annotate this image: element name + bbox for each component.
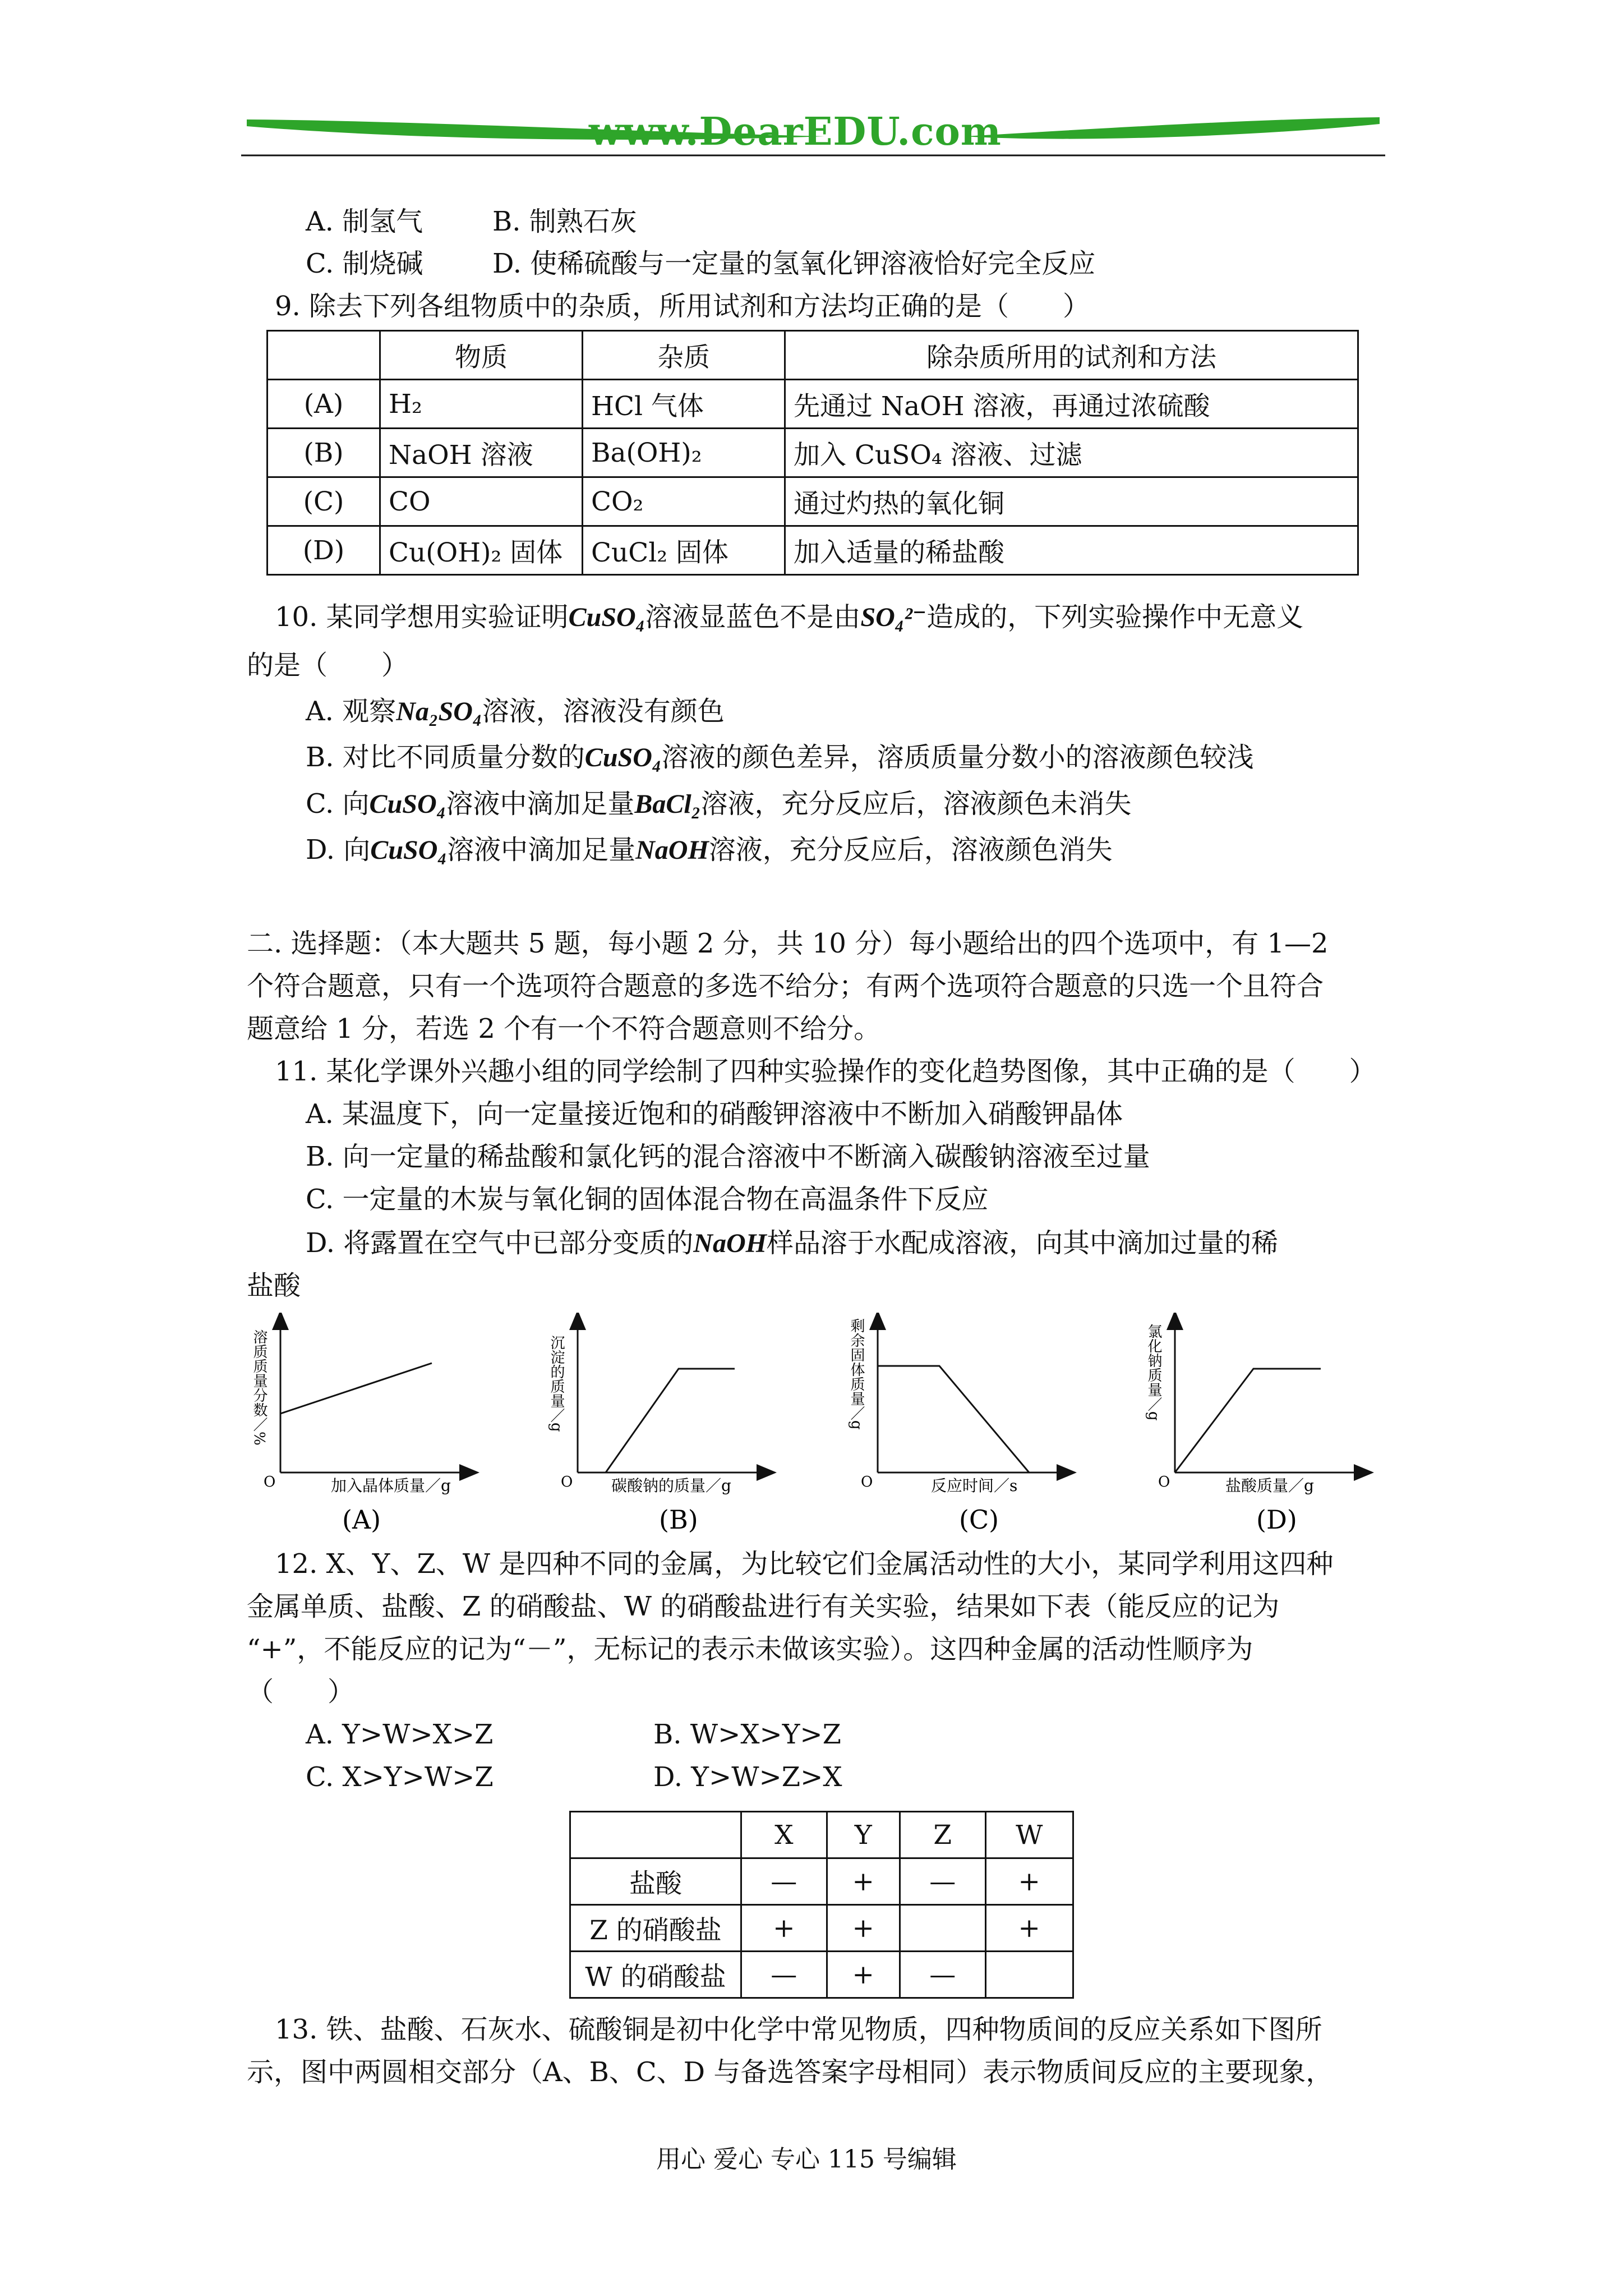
option-text: A. 观察 xyxy=(306,696,396,727)
table-header-row xyxy=(268,331,1358,380)
table-cell: 除杂质所用的试剂和方法 xyxy=(785,331,1358,380)
formula: NaOH xyxy=(693,1228,767,1258)
graph-d xyxy=(1145,1318,1366,1495)
table-cell: X xyxy=(741,1812,827,1858)
q12-option-a: A. Y>W>X>Z xyxy=(306,1719,494,1750)
option-text: 溶液中滴加足量 xyxy=(446,788,635,820)
graph-b xyxy=(548,1318,768,1495)
formula-so4: SO₄²⁻ xyxy=(860,602,927,632)
table-cell: W xyxy=(985,1812,1073,1858)
q12-line1: 12. X、Y、Z、W 是四种不同的金属，为比较它们金属活动性的大小，某同学利用这四种 xyxy=(275,1548,1334,1580)
table-cell xyxy=(570,1812,741,1858)
q10-stem-mid: 溶液显蓝色不是由 xyxy=(645,601,861,633)
table-cell: 物质 xyxy=(380,331,583,380)
table-cell: Cu(OH)₂ 固体 xyxy=(380,526,583,575)
table-cell: (B) xyxy=(268,429,380,477)
table-cell: 盐酸 xyxy=(570,1858,741,1905)
q9-table xyxy=(266,330,1359,576)
formula: CuSO₄ xyxy=(584,743,662,772)
table-cell xyxy=(268,331,380,380)
q10-option-d xyxy=(306,833,1113,867)
table-cell: 加入适量的稀盐酸 xyxy=(785,526,1358,575)
table-cell: + xyxy=(827,1858,900,1905)
graph-xlabel: 反应时间／s xyxy=(931,1476,1018,1495)
graph-c xyxy=(848,1318,1068,1495)
option-text: 溶液，溶液没有颜色 xyxy=(482,696,725,727)
site-name: www.DearEDU.com xyxy=(589,109,1002,154)
option-text: D. 将露置在空气中已部分变质的 xyxy=(306,1227,694,1259)
table-cell: 加入 CuSO₄ 溶液、过滤 xyxy=(785,429,1358,477)
table-cell: CO xyxy=(380,477,583,526)
graph-ylabel: 溶质质量分数／% xyxy=(251,1329,268,1446)
option-text: 溶液，充分反应后，溶液颜色未消失 xyxy=(700,788,1132,820)
graph-line xyxy=(280,1363,432,1414)
graph-ylabel: 沉淀的质量／g xyxy=(548,1335,565,1432)
graph-origin: O xyxy=(861,1474,873,1490)
graph-caption: (A) xyxy=(342,1504,381,1535)
section2-line3: 题意给 1 分，若选 2 个有一个不符合题意则不给分。 xyxy=(247,1013,881,1045)
table-cell: Z 的硝酸盐 xyxy=(570,1905,741,1952)
table-row xyxy=(268,526,1358,575)
table-cell: + xyxy=(985,1858,1073,1905)
q10-option-c xyxy=(306,787,1132,821)
option-text: 样品溶于水配成溶液，向其中滴加过量的稀 xyxy=(766,1227,1278,1259)
table-cell: — xyxy=(741,1858,827,1905)
graph-a xyxy=(251,1318,471,1495)
header-banner xyxy=(241,109,1385,160)
option-text: 溶液的颜色差异，溶质质量分数小的溶液颜色较浅 xyxy=(661,742,1254,773)
graph-ylabel: 氯化钠质量／g xyxy=(1145,1324,1162,1421)
table-cell: Y xyxy=(827,1812,900,1858)
q11-option-d xyxy=(306,1226,1278,1260)
q12-option-c: C. X>Y>W>Z xyxy=(306,1761,494,1793)
q10-stem xyxy=(275,600,1303,634)
q8-option-d: D. 使稀硫酸与一定量的氢氧化钾溶液恰好完全反应 xyxy=(492,248,1096,279)
graph-caption: (D) xyxy=(1256,1504,1297,1535)
q12-line3: “+”，不能反应的记为“－”，无标记的表示未做该实验）。这四种金属的活动性顺序为 xyxy=(247,1634,1253,1665)
q9-stem: 9. 除去下列各组物质中的杂质，所用试剂和方法均正确的是（ ） xyxy=(275,291,1090,322)
q10-stem-line2: 的是（ ） xyxy=(247,650,409,681)
q10-stem-pre: 10. 某同学想用实验证明 xyxy=(275,601,569,633)
q12-option-d: D. Y>W>Z>X xyxy=(653,1761,842,1793)
table-cell: Z xyxy=(900,1812,985,1858)
option-text: 溶液，充分反应后，溶液颜色消失 xyxy=(708,834,1113,866)
table-cell: + xyxy=(827,1952,900,1998)
table-header-row xyxy=(570,1812,1073,1858)
graph-origin: O xyxy=(561,1474,573,1490)
q10-option-b xyxy=(306,740,1254,775)
table-row xyxy=(570,1905,1073,1952)
table-cell: — xyxy=(900,1952,985,1998)
table-cell xyxy=(985,1952,1073,1998)
graph-xlabel: 加入晶体质量／g xyxy=(331,1476,451,1495)
q11-option-c: C. 一定量的木炭与氧化铜的固体混合物在高温条件下反应 xyxy=(306,1184,989,1215)
q8-option-b: B. 制熟石灰 xyxy=(492,206,637,237)
q11-option-a: A. 某温度下，向一定量接近饱和的硝酸钾溶液中不断加入硝酸钾晶体 xyxy=(306,1098,1123,1130)
option-text: C. 向 xyxy=(306,788,370,820)
q12-line4: （ ） xyxy=(247,1676,355,1708)
table-row xyxy=(268,477,1358,526)
table-cell: 先通过 NaOH 溶液，再通过浓硫酸 xyxy=(785,380,1358,429)
q13-line1: 13. 铁、盐酸、石灰水、硫酸铜是初中化学中常见物质，四种物质间的反应关系如下图所 xyxy=(275,2014,1322,2045)
table-cell: 通过灼热的氧化铜 xyxy=(785,477,1358,526)
table-cell: — xyxy=(900,1858,985,1905)
section2-line1: 二. 选择题：（本大题共 5 题，每小题 2 分，共 10 分）每小题给出的四个选项中，有 1—2 xyxy=(247,928,1329,959)
table-cell: + xyxy=(827,1905,900,1952)
section2-line2: 个符合题意，只有一个选项符合题意的多选不给分；有两个选项符合题意的只选一个且符合 xyxy=(247,970,1324,1002)
q10-option-a xyxy=(306,694,725,729)
table-row xyxy=(268,380,1358,429)
q11-stem: 11. 某化学课外兴趣小组的同学绘制了四种实验操作的变化趋势图像，其中正确的是（ ） xyxy=(275,1056,1376,1087)
q8-option-c: C. 制烧碱 xyxy=(306,248,423,279)
graph-line xyxy=(606,1369,735,1473)
formula-cuso4: CuSO₄ xyxy=(568,602,645,632)
table-cell: + xyxy=(741,1905,827,1952)
graph-caption: (C) xyxy=(959,1504,999,1535)
option-text: B. 对比不同质量分数的 xyxy=(306,742,585,773)
page-footer: 用心 爱心 专心 115 号编辑 xyxy=(656,2145,957,2174)
q11-option-d-line2: 盐酸 xyxy=(247,1270,301,1301)
q8-option-a: A. 制氢气 xyxy=(306,206,423,237)
table-cell: HCl 气体 xyxy=(583,380,785,429)
formula: CuSO₄ xyxy=(370,835,448,865)
table-cell: Ba(OH)₂ xyxy=(583,429,785,477)
table-cell: (D) xyxy=(268,526,380,575)
table-row xyxy=(570,1858,1073,1905)
option-text: D. 向 xyxy=(306,834,371,866)
option-text: 溶液中滴加足量 xyxy=(447,834,636,866)
q12-table xyxy=(569,1811,1074,1999)
table-cell: (A) xyxy=(268,380,380,429)
formula: Na₂SO₄ xyxy=(396,697,482,726)
formula: CuSO₄ xyxy=(369,789,446,819)
table-cell xyxy=(900,1905,985,1952)
q12-option-b: B. W>X>Y>Z xyxy=(653,1719,841,1750)
table-row xyxy=(268,429,1358,477)
graph-line xyxy=(878,1366,1029,1473)
graph-caption: (B) xyxy=(659,1504,698,1535)
formula: NaOH xyxy=(635,835,709,865)
table-cell: + xyxy=(985,1905,1073,1952)
graph-origin: O xyxy=(1158,1474,1170,1490)
graph-line xyxy=(1175,1369,1321,1473)
table-cell: W 的硝酸盐 xyxy=(570,1952,741,1998)
table-cell: H₂ xyxy=(380,380,583,429)
graph-xlabel: 碳酸钠的质量／g xyxy=(611,1476,731,1495)
graph-ylabel: 剩余固体质量／g xyxy=(848,1318,865,1430)
graph-xlabel: 盐酸质量／g xyxy=(1225,1476,1314,1495)
table-cell: (C) xyxy=(268,477,380,526)
q11-option-b: B. 向一定量的稀盐酸和氯化钙的混合溶液中不断滴入碳酸钠溶液至过量 xyxy=(306,1141,1150,1172)
q10-stem-post: 造成的，下列实验操作中无意义 xyxy=(926,601,1304,633)
table-row xyxy=(570,1952,1073,1998)
table-cell: — xyxy=(741,1952,827,1998)
table-cell: NaOH 溶液 xyxy=(380,429,583,477)
table-cell: CO₂ xyxy=(583,477,785,526)
graph-origin: O xyxy=(264,1474,276,1490)
formula: BaCl₂ xyxy=(634,789,701,819)
q13-line2: 示，图中两圆相交部分（A、B、C、D 与备选答案字母相同）表示物质间反应的主要现象， xyxy=(247,2056,1333,2088)
table-cell: CuCl₂ 固体 xyxy=(583,526,785,575)
table-cell: 杂质 xyxy=(583,331,785,380)
q11-graphs xyxy=(247,1313,1391,1554)
q12-line2: 金属单质、盐酸、Z 的硝酸盐、W 的硝酸盐进行有关实验，结果如下表（能反应的记为 xyxy=(247,1591,1280,1622)
